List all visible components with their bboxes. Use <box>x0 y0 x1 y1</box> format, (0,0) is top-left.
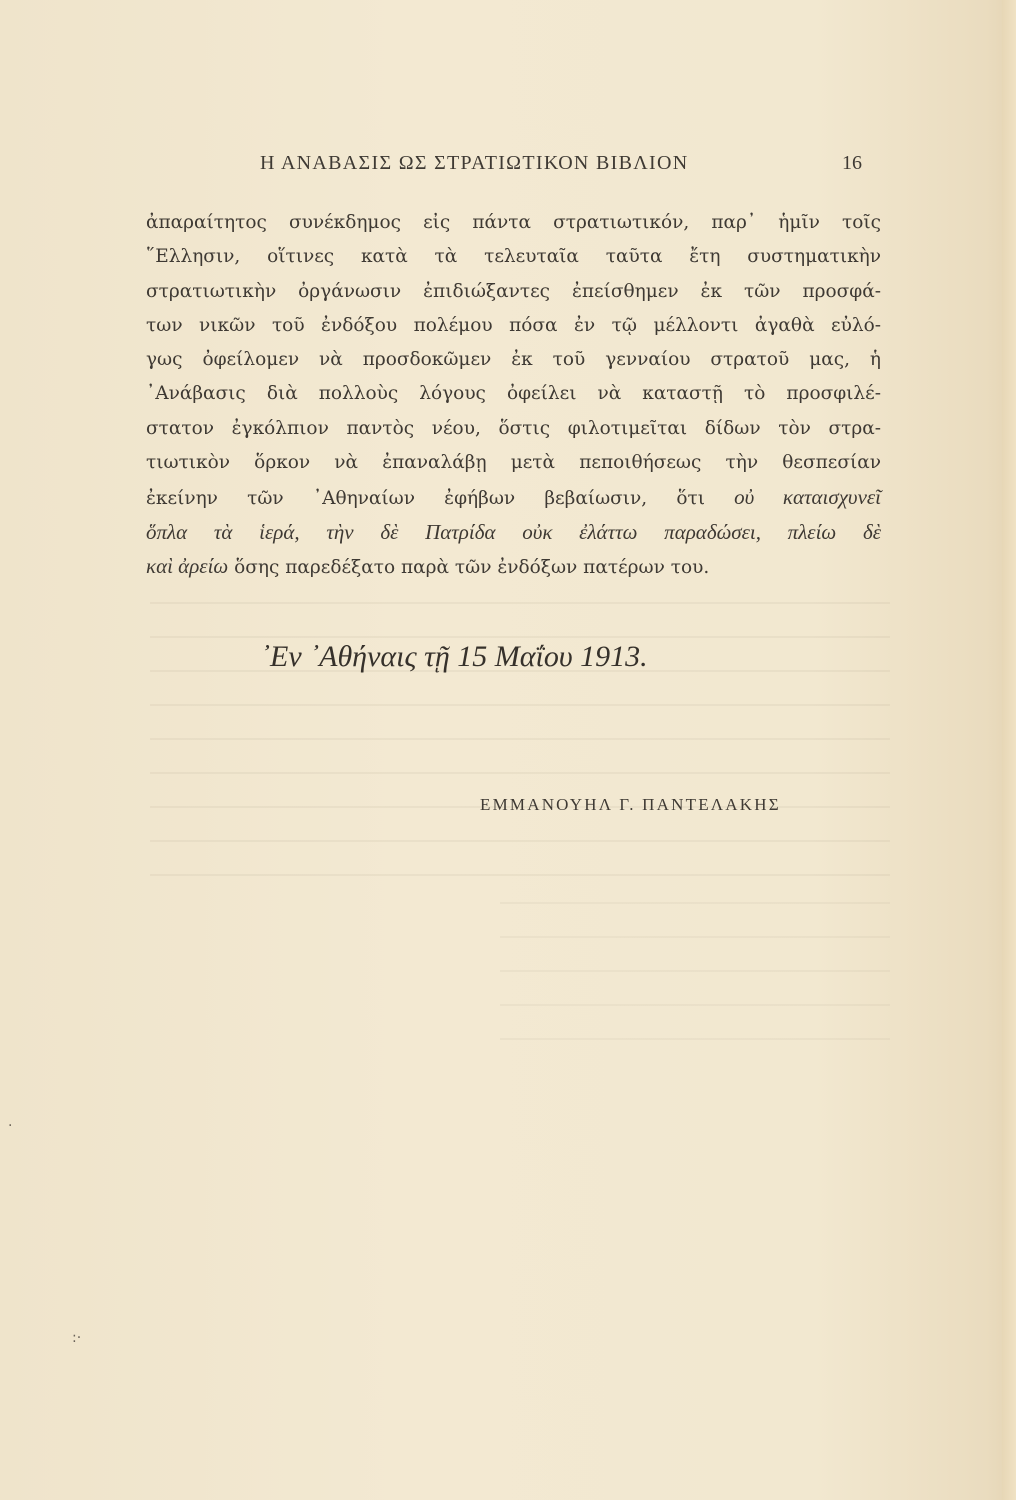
text-line <box>146 515 881 549</box>
text-line: γως ὀφείλομεν νὰ προσδοκῶμεν ἐκ τοῦ γενναίου στρατοῦ μας, ἡ <box>146 349 881 371</box>
text-line: ῞Ελλησιν, οἵτινες κατὰ τὰ τελευταῖα ταῦτα ἔτη συστηματικὴν <box>146 246 881 268</box>
author-signature: ΕΜΜΑΝΟΥΗΛ Γ. ΠΑΝΤΕΛΑΚΗΣ <box>480 795 781 814</box>
italic-quote: οὐ καταισχυνεῖ <box>734 485 882 510</box>
running-title: Η ΑΝΑΒΑΣΙΣ ΩΣ ΣΤΡΑΤΙΩΤΙΚΟΝ ΒΙΒΛΙΟΝ <box>260 152 689 174</box>
italic-quote: ὅπλα τὰ ἱερά, τὴν δὲ Πατρίδα οὐκ ἐλάττω παραδώσει, πλείω δὲ <box>146 519 881 544</box>
margin-mark: · <box>8 1118 13 1134</box>
text-line: στρατιωτικὴν ὀργάνωσιν ἐπιδιώξαντες ἐπείσθημεν ἐκ τῶν προσφά- <box>146 280 881 302</box>
text-line <box>146 549 881 583</box>
text-line: ἀπαραίτητος συνέκδημος εἰς πάντα στρατιωτικόν, παρ᾽ ἡμῖν τοῖς <box>146 212 881 233</box>
body-paragraph <box>146 206 881 583</box>
page-number: 16 <box>842 152 862 174</box>
text-line: ᾽Ανάβασις διὰ πολλοὺς λόγους ὀφείλει νὰ καταστῇ τὸ προσφιλέ- <box>146 383 881 405</box>
text-line: τιωτικὸν ὅρκον νὰ ἐπαναλάβῃ μετὰ πεποιθήσεως τὴν θεσπεσίαν <box>146 452 881 474</box>
text-line: στατον ἐγκόλπιον παντὸς νέου, ὅστις φιλοτιμεῖται δίδων τὸν στρα- <box>146 417 881 439</box>
text-line: των νικῶν τοῦ ἐνδόξου πολέμου πόσα ἐν τῷ μέλλοντι ἀγαθὰ εὐλό- <box>146 314 881 336</box>
text-line <box>146 480 881 514</box>
page-edge <box>1002 0 1016 1500</box>
show-through-text <box>150 580 890 880</box>
italic-quote: καὶ ἀρείω <box>146 553 229 578</box>
text-segment: ἐκείνην τῶν ᾽Αθηναίων ἐφήβων βεβαίωσιν, ὅτι <box>146 488 705 510</box>
dateline: ᾽Εν ᾽Αθήναις τῇ 15 Μαΐου 1913. <box>260 640 648 673</box>
margin-mark: :· <box>72 1330 82 1346</box>
show-through-text-lower <box>500 880 890 1040</box>
text-segment: ὅσης παρεδέξατο παρὰ τῶν ἐνδόξων πατέρων του. <box>234 556 710 578</box>
